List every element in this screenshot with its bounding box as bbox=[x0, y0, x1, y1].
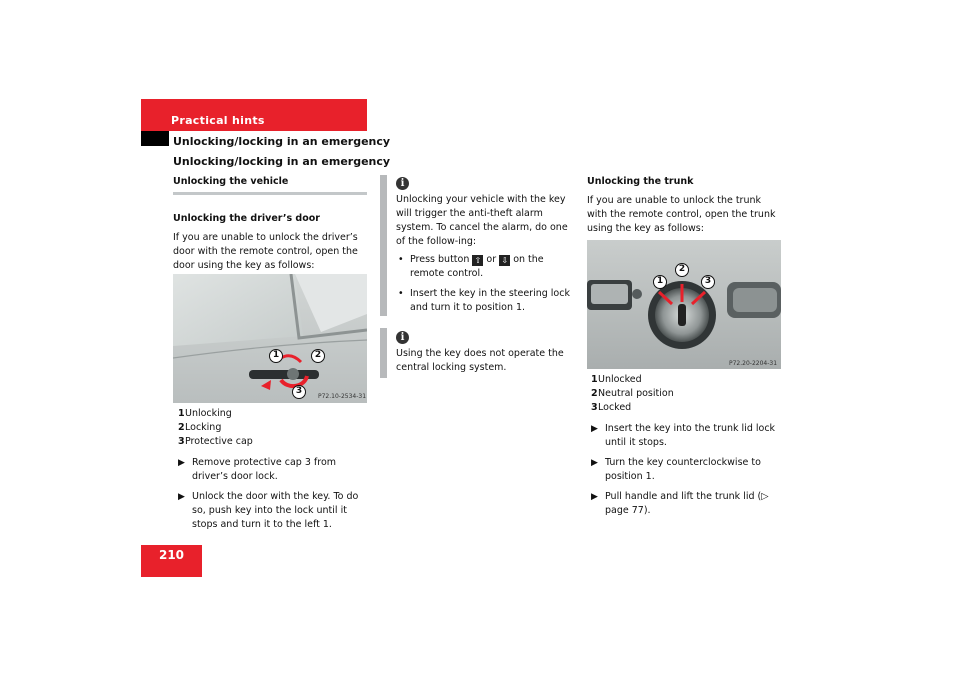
driver-door-intro: If you are unable to unlock the driver’s door with the remote control, open the door using the key as follows: bbox=[173, 232, 358, 271]
callout-3: 3 bbox=[701, 275, 715, 289]
left-column bbox=[173, 175, 367, 273]
legend-list bbox=[178, 407, 368, 449]
lock-button-icon: ⇩ bbox=[499, 255, 510, 266]
door-lock-photo bbox=[173, 274, 367, 403]
info-list-item: • Insert the key in the steering lock and turn it to position 1. bbox=[398, 288, 570, 313]
callout-3: 3 bbox=[292, 385, 306, 399]
triangle-right-icon: ▶ bbox=[591, 458, 598, 468]
trunk-lock-photo bbox=[587, 240, 781, 369]
info-bar bbox=[380, 175, 387, 316]
trunk-intro: If you are unable to unlock the trunk with the remote control, open the trunk using the key as follows: bbox=[587, 195, 776, 234]
left-lower bbox=[178, 407, 368, 532]
section-tab bbox=[141, 99, 367, 131]
callout-1: 1 bbox=[269, 349, 283, 363]
info-icon: i bbox=[396, 331, 409, 344]
unlock-button-icon: ⇧ bbox=[472, 255, 483, 266]
info-box-2 bbox=[396, 347, 576, 375]
vehicle-unlock-heading: Unlocking the vehicle bbox=[173, 176, 289, 187]
legend-item: 2Neutral position bbox=[591, 388, 674, 399]
trunk-heading: Unlocking the trunk bbox=[587, 176, 694, 187]
right-lower bbox=[591, 373, 781, 518]
legend-item: 3Protective cap bbox=[178, 436, 253, 447]
driver-door-heading: Unlocking the driver’s door bbox=[173, 213, 320, 224]
step-item: ▶ Unlock the door with the key. To do so, push key into the lock until it stops and turn it to the left 1. bbox=[178, 491, 359, 530]
triangle-right-icon: ▶ bbox=[178, 492, 185, 502]
door-lock-illustration bbox=[173, 274, 367, 403]
legend-item: 3Locked bbox=[591, 402, 632, 413]
page-title: Unlocking/locking in an emergency bbox=[173, 135, 391, 148]
info-box-1 bbox=[396, 193, 576, 315]
callout-2: 2 bbox=[675, 263, 689, 277]
callout-2: 2 bbox=[311, 349, 325, 363]
info-text: Using the key does not operate the central locking system. bbox=[396, 348, 564, 373]
step-item: ▶ Pull handle and lift the trunk lid (▷ page 77). bbox=[591, 491, 769, 516]
right-column bbox=[587, 175, 781, 236]
page-subtitle: Unlocking/locking in an emergency bbox=[173, 155, 391, 168]
legend-list bbox=[591, 373, 781, 415]
step-item: ▶ Insert the key into the trunk lid lock until it stops. bbox=[591, 423, 776, 448]
triangle-right-icon: ▶ bbox=[591, 424, 598, 434]
photo-code: P72.20-2204-31 bbox=[729, 360, 778, 367]
section-title: Practical hints bbox=[171, 114, 265, 127]
step-item: ▶ Turn the key counterclockwise to position 1. bbox=[591, 457, 761, 482]
heading-rule bbox=[173, 192, 367, 195]
info-text: Unlocking your vehicle with the key will trigger the anti-theft alarm system. To cancel the alarm, do one of the follow-ing: bbox=[396, 194, 568, 247]
step-item: ▶ Remove protective cap 3 from driver’s door lock. bbox=[178, 457, 337, 482]
triangle-right-icon: ▶ bbox=[178, 458, 185, 468]
callout-1: 1 bbox=[653, 275, 667, 289]
triangle-right-icon: ▶ bbox=[591, 492, 598, 502]
legend-item: 2Locking bbox=[178, 422, 222, 433]
legend-item: 1Unlocked bbox=[591, 374, 642, 385]
trunk-lock-illustration bbox=[587, 240, 781, 369]
header-marker bbox=[141, 131, 169, 146]
photo-code: P72.10-2534-31 bbox=[318, 393, 367, 400]
legend-item: 1Unlocking bbox=[178, 408, 232, 419]
info-list-item: • Press button ⇧ or ⇩ on the remote control. bbox=[398, 254, 544, 279]
info-icon: i bbox=[396, 177, 409, 190]
page-number: 210 bbox=[141, 545, 202, 577]
info-bar bbox=[380, 328, 387, 378]
